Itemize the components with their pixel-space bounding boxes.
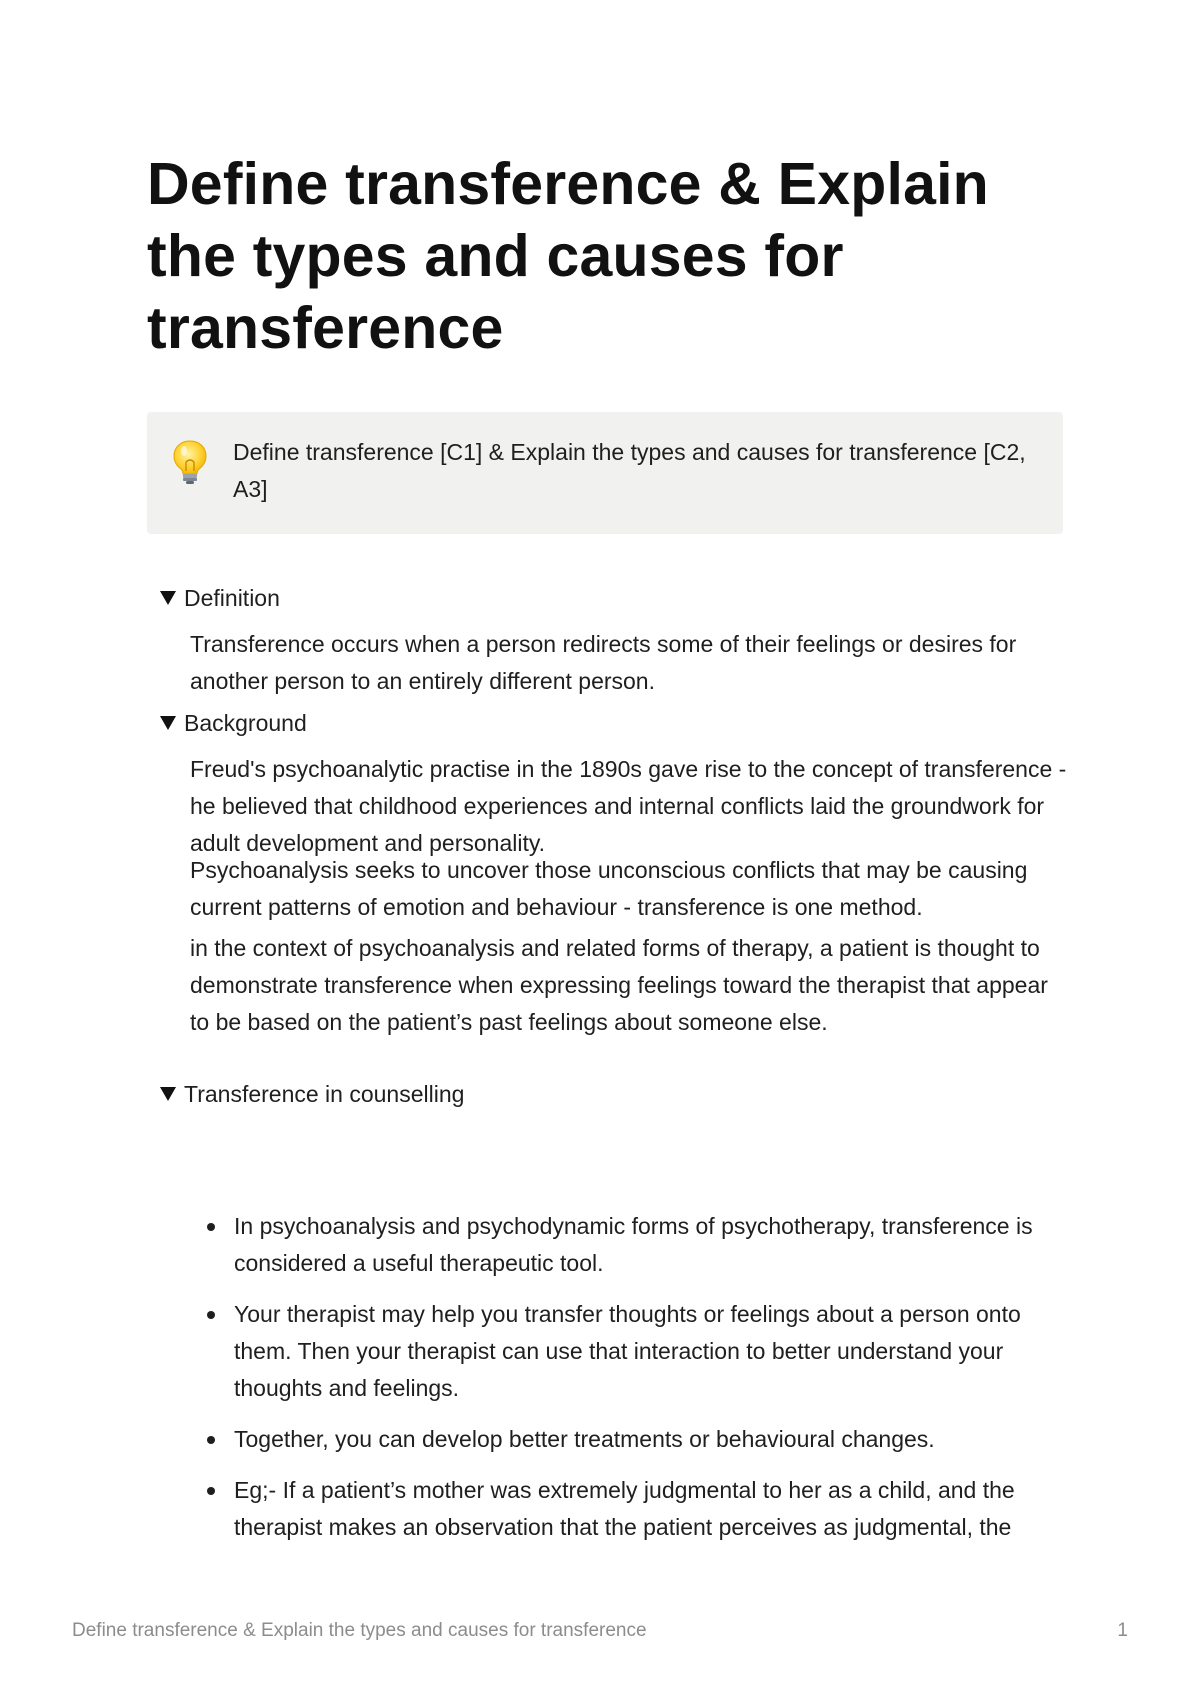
- list-item: [190, 1296, 1070, 1407]
- background-paragraph-2: Psychoanalysis seeks to uncover those unconscious conflicts that may be causing current patterns of emotion and behaviour - transference is one method.: [190, 857, 1028, 920]
- list-item-text: Your therapist may help you transfer thoughts or feelings about a person onto them. Then your therapist can use that interaction to better understand your thoughts and feelings.: [234, 1301, 1021, 1401]
- list-item: [190, 1472, 1070, 1546]
- lightbulb-icon: [171, 438, 209, 486]
- page-title: Define transference & Explain the types and causes for transference: [147, 151, 989, 361]
- bullet-icon: [207, 1436, 215, 1444]
- counselling-bullet-list: [190, 1208, 1070, 1560]
- definition-paragraph: Transference occurs when a person redirects some of their feelings or desires for another person to an entirely different person.: [190, 631, 1017, 694]
- list-item-text: In psychoanalysis and psychodynamic forms of psychotherapy, transference is considered a useful therapeutic tool.: [234, 1213, 1033, 1276]
- toggle-definition[interactable]: [160, 580, 280, 617]
- footer-title: Define transference & Explain the types and causes for transference: [72, 1620, 647, 1641]
- triangle-down-icon: [160, 591, 176, 605]
- page-number: 1: [1117, 1620, 1128, 1641]
- toggle-counselling[interactable]: [160, 1076, 464, 1113]
- list-item-text: Eg;- If a patient’s mother was extremely judgmental to her as a child, and the therapist makes an observation that the patient perceives as judgmental, the: [234, 1477, 1015, 1540]
- background-paragraph-3: in the context of psychoanalysis and related forms of therapy, a patient is thought to demonstrate transference when expressing feelings toward the therapist that appear to be based on the patient’s past feelings about someone else.: [190, 935, 1048, 1035]
- toggle-counselling-label: Transference in counselling: [184, 1081, 465, 1107]
- bullet-icon: [207, 1311, 215, 1319]
- background-paragraph-1: Freud's psychoanalytic practise in the 1890s gave rise to the concept of transference - he believed that childhood experiences and internal conflicts laid the groundwork for adult development and personality.: [190, 756, 1067, 856]
- list-item-text: Together, you can develop better treatments or behavioural changes.: [234, 1426, 935, 1452]
- triangle-down-icon: [160, 1087, 176, 1101]
- toggle-background[interactable]: [160, 705, 307, 742]
- list-item: [190, 1421, 1070, 1458]
- triangle-down-icon: [160, 716, 176, 730]
- toggle-definition-label: Definition: [184, 585, 280, 611]
- list-item: [190, 1208, 1070, 1282]
- bullet-icon: [207, 1487, 215, 1495]
- callout-box: [147, 412, 1063, 534]
- bullet-icon: [207, 1223, 215, 1231]
- toggle-background-label: Background: [184, 710, 307, 736]
- callout-text: Define transference [C1] & Explain the types and causes for transference [C2, A3]: [233, 439, 1026, 502]
